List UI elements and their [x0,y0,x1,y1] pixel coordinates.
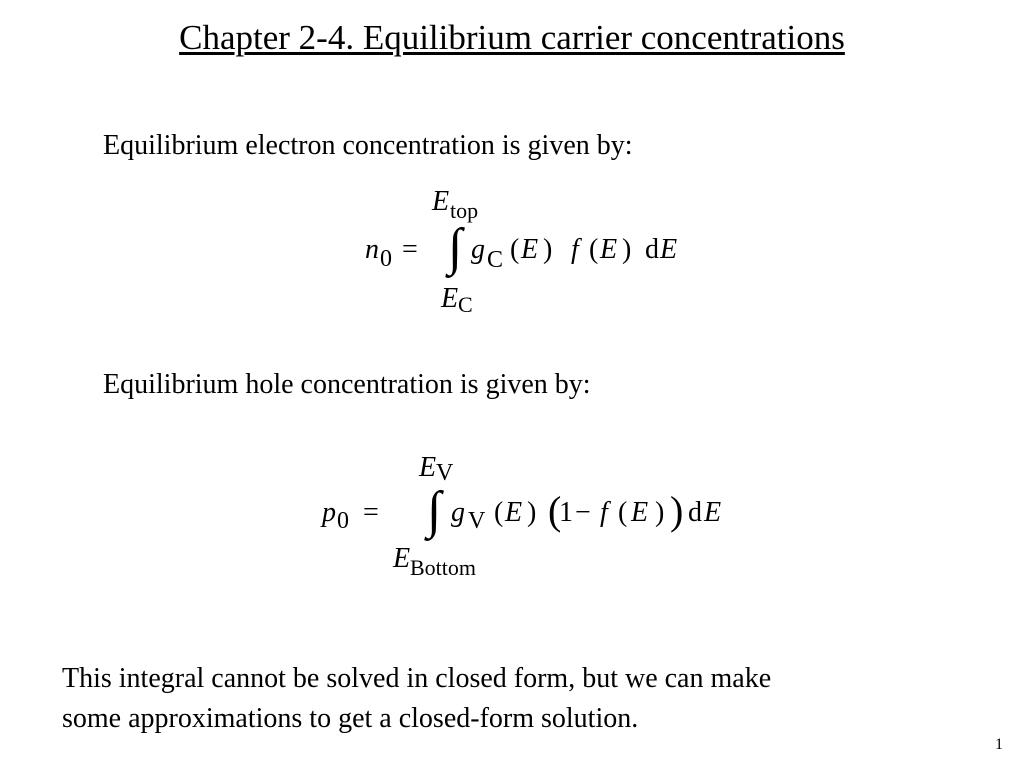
minus-sign: − [575,497,591,528]
f-var: f [600,497,608,528]
arg-1: E [505,497,523,528]
upper-limit-var: E [419,452,437,483]
paren-close-1: ) [543,234,553,265]
paren-open-1: ( [510,234,520,265]
lower-limit-sub: Bottom [410,555,477,580]
g-sub: C [487,247,504,273]
paren-open-2: ( [589,234,599,265]
g-var: g [471,234,485,265]
p0-sub: 0 [337,508,349,534]
hole-intro-text: Equilibrium hole concentration is given by: [103,369,591,400]
upper-limit-sub: V [436,460,454,486]
p0-var: p [322,497,336,528]
d-var: E [660,234,678,265]
equals-sign: = [402,234,418,265]
d-symbol: d [645,234,659,265]
upper-limit-sub: top [450,198,479,223]
lower-limit-sub: C [458,292,473,317]
d-var: E [704,497,722,528]
paren-close-2: ) [622,234,632,265]
lower-limit-var: E [393,543,411,574]
big-paren-open: ( [548,488,562,533]
arg-2: E [631,497,649,528]
big-paren-close: ) [670,488,684,533]
integral-sign: ∫ [427,482,442,539]
g-sub: V [468,508,486,534]
integral-sign: ∫ [448,219,463,276]
upper-limit-var: E [432,186,450,217]
conclusion-line-1: This integral cannot be solved in closed form, but we can make [62,663,772,694]
paren-close-1: ) [527,497,537,528]
lower-limit-var: E [441,283,459,314]
g-var: g [451,497,465,528]
paren-open-2: ( [618,497,628,528]
d-symbol: d [688,497,702,528]
paren-open-1: ( [494,497,504,528]
paren-close-2: ) [655,497,665,528]
one: 1 [559,497,573,528]
f-var: f [571,234,579,265]
electron-intro-text: Equilibrium electron concentration is given by: [103,130,633,161]
conclusion-line-2: some approximations to get a closed-form solution. [62,703,639,734]
equals-sign: = [363,497,379,528]
n0-sub: 0 [380,246,392,272]
arg-1: E [521,234,539,265]
arg-2: E [600,234,618,265]
n0-var: n [365,234,379,265]
page-number: 1 [995,736,1003,753]
slide-title: Chapter 2-4. Equilibrium carrier concentrations [179,18,845,57]
